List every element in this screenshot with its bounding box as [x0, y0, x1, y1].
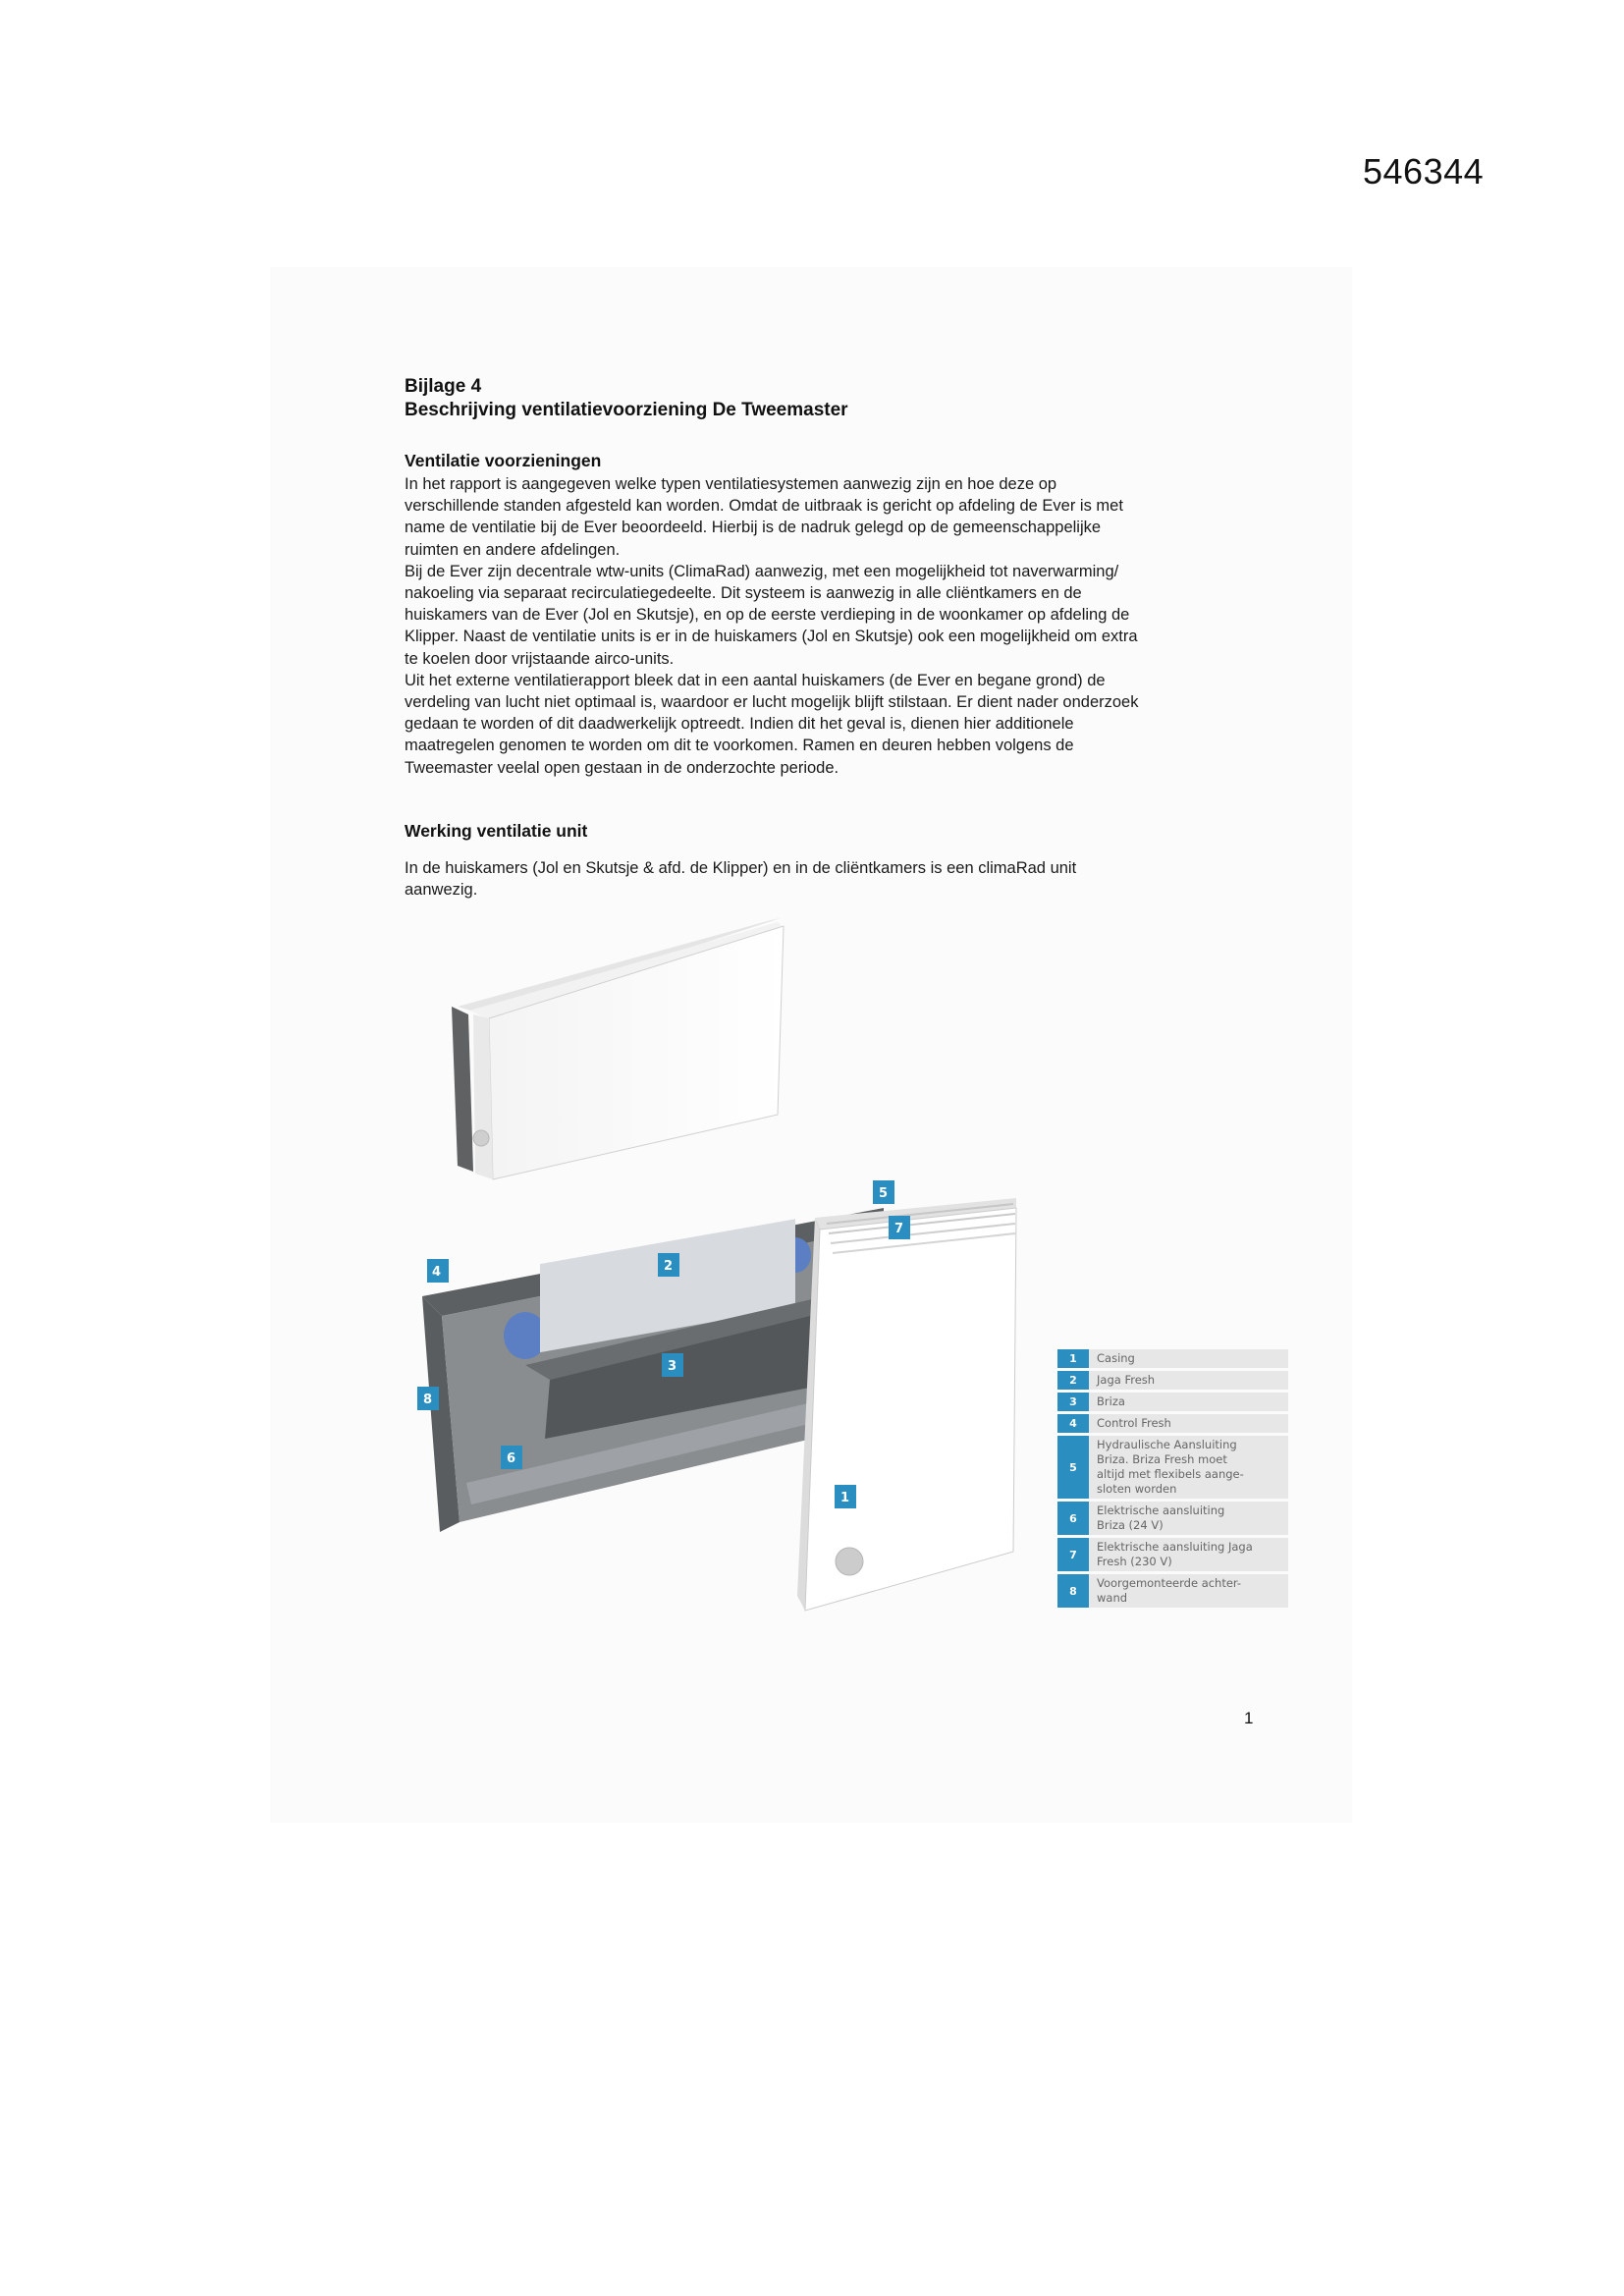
legend-label: Jaga Fresh [1097, 1373, 1156, 1387]
legend-number: 6 [1057, 1502, 1089, 1535]
text-line: Klipper. Naast de ventilatie units is er in de huiskamers (Jol en Skutsje) ook een mogelijkheid om extra [405, 628, 1138, 646]
legend-row [1057, 1371, 1288, 1390]
callout-badge [662, 1353, 683, 1377]
callout-badges [412, 1178, 1041, 1630]
text-line: In de huiskamers (Jol en Skutsje & afd. de Klipper) en in de cliëntkamers is een climaRad unit [405, 859, 1077, 877]
paragraph-unit [405, 857, 1259, 901]
text-line: te koelen door vrijstaande airco-units. [405, 649, 675, 668]
callout-badge [417, 1387, 439, 1410]
text-line: verschillende standen afgesteld kan worden. Omdat de uitbraak is gericht op afdeling de Ever is met [405, 497, 1123, 516]
callout-number: 4 [432, 1265, 442, 1280]
legend-number: 8 [1057, 1574, 1089, 1608]
legend-row [1057, 1502, 1288, 1535]
legend-number: 1 [1057, 1349, 1089, 1368]
text-line: huiskamers van de Ever (Jol en Skutsje), en op de eerste verdieping in de woonkamer op afdeling de [405, 606, 1130, 625]
text-line: Bij de Ever zijn decentrale wtw-units (ClimaRad) aanwezig, met een mogelijkheid tot naverwarming/ [405, 562, 1119, 580]
legend-label: Hydraulische Aansluiting Briza. Briza Fresh moet altijd met flexibels aange- sloten worden [1097, 1438, 1244, 1496]
text-line: verdeling van lucht niet optimaal is, waardoor er lucht mogelijk blijft stilstaan. Er dient nader onderzoek [405, 693, 1139, 712]
legend-number: 7 [1057, 1538, 1089, 1571]
callout-badge [835, 1485, 856, 1508]
callout-badge [889, 1216, 910, 1239]
document-id: 546344 [1363, 151, 1485, 191]
callout-badge [658, 1253, 679, 1277]
section-title-unit: Werking ventilatie unit [405, 821, 588, 841]
callout-badge [873, 1180, 894, 1204]
page-number: 1 [1244, 1709, 1254, 1727]
text-line: In het rapport is aangegeven welke typen ventilatiesystemen aanwezig zijn en hoe deze op [405, 475, 1057, 493]
legend-number: 2 [1057, 1371, 1089, 1390]
callout-badge [427, 1259, 449, 1283]
callout-number: 3 [668, 1359, 677, 1374]
text-line: maatregelen genomen te worden om dit te voorkomen. Ramen en deuren hebben volgens de [405, 737, 1074, 755]
parts-legend [1057, 1349, 1288, 1611]
legend-label: Briza [1097, 1394, 1125, 1408]
section-title-ventilation: Ventilatie voorzieningen [405, 451, 602, 470]
text-line: nakoeling via separaat recirculatiegedeelte. Dit systeem is aanwezig in alle cliëntkamers en de [405, 584, 1082, 603]
legend-row [1057, 1393, 1288, 1411]
legend-label: Elektrische aansluiting Briza (24 V) [1097, 1503, 1225, 1532]
callout-badge [501, 1446, 522, 1469]
callout-number: 5 [879, 1186, 889, 1201]
legend-label: Voorgemonteerde achter- wand [1097, 1576, 1242, 1605]
legend-row [1057, 1538, 1288, 1571]
legend-number: 5 [1057, 1436, 1089, 1499]
callout-number: 2 [664, 1259, 674, 1274]
legend-row [1057, 1349, 1288, 1368]
callout-number: 7 [894, 1222, 904, 1236]
document-title: Beschrijving ventilatievoorziening De Tweemaster [405, 400, 848, 420]
text-line: ruimten en andere afdelingen. [405, 540, 621, 559]
legend-row [1057, 1436, 1288, 1499]
text-line: Uit het externe ventilatierapport bleek dat in een aantal huiskamers (de Ever en begane grond) de [405, 671, 1106, 689]
unit-product-image [412, 908, 805, 1183]
legend-row [1057, 1414, 1288, 1433]
appendix-title: Bijlage 4 [405, 376, 482, 397]
text-line: Tweemaster veelal open gestaan in de onderzochte periode. [405, 758, 839, 777]
text-line: aanwezig. [405, 881, 478, 900]
callout-number: 6 [507, 1451, 516, 1466]
callout-number: 8 [423, 1393, 433, 1407]
legend-label: Casing [1097, 1351, 1135, 1365]
legend-label: Control Fresh [1097, 1416, 1171, 1430]
text-line: gedaan te worden of dit daadwerkelijk optreedt. Indien dit het geval is, dienen hier additionele [405, 715, 1074, 734]
legend-number: 4 [1057, 1414, 1089, 1433]
text-line: name de ventilatie bij de Ever beoordeeld. Hierbij is de nadruk gelegd op de gemeenschappelijke [405, 519, 1102, 537]
legend-label: Elektrische aansluiting Jaga Fresh (230 V) [1097, 1540, 1253, 1568]
legend-row [1057, 1574, 1288, 1608]
paragraph-ventilation [405, 473, 1259, 779]
callout-number: 1 [840, 1491, 850, 1505]
legend-number: 3 [1057, 1393, 1089, 1411]
